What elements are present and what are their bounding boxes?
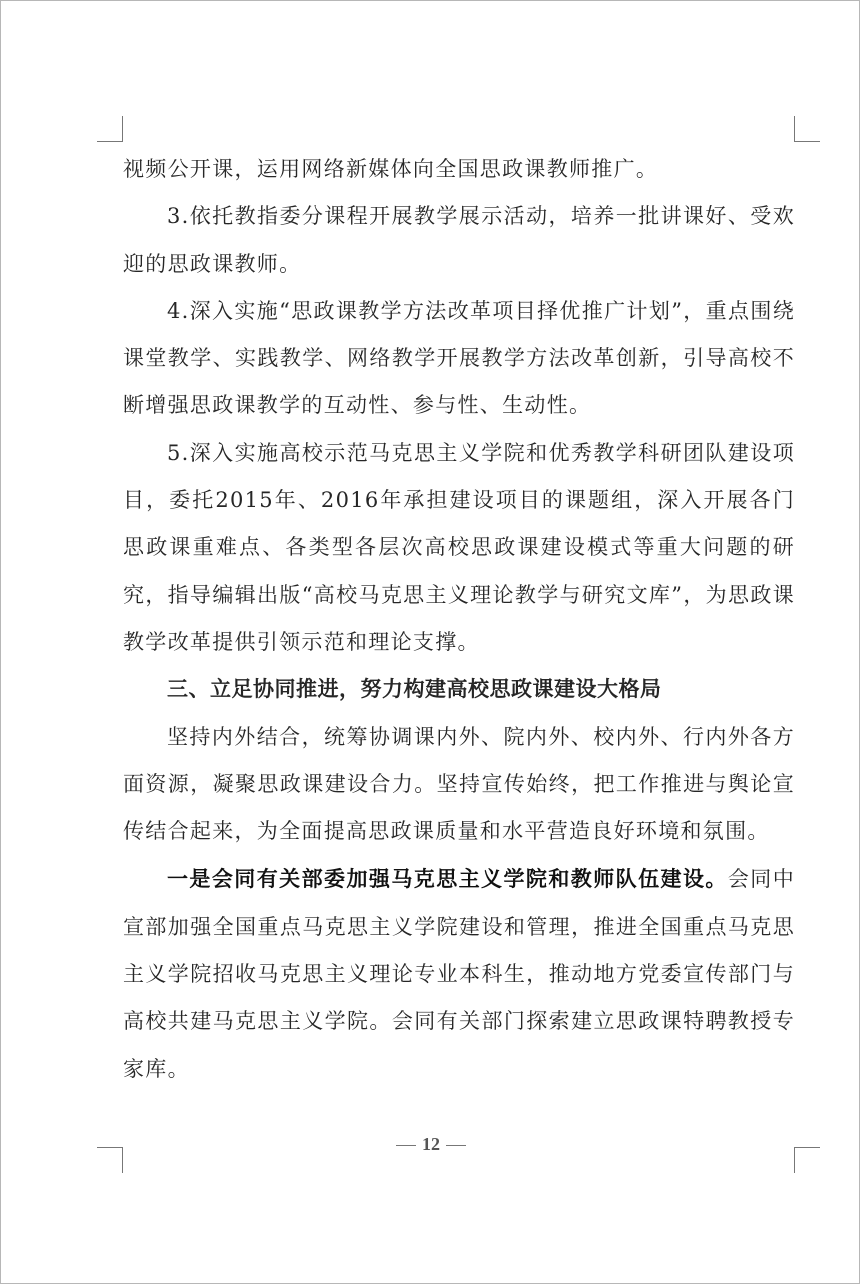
paragraph-item-4: 4.深入实施“思政课教学方法改革项目择优推广计划”，重点围绕课堂教学、实践教学、网络教学开展教学方法改革创新，引导高校不断增强思政课教学的互动性、参与性、生动性。 <box>123 298 795 418</box>
paragraph-item-5: 5.深入实施高校示范马克思主义学院和优秀教学科研团队建设项目，委托2015年、2016年承担建设项目的课题组，深入开展各门思政课重难点、各类型各层次高校思政课建设模式等重大问题的研究，指导编辑出版“高校马克思主义理论教学与研究文库”，为思政课教学改革提供引领示范和理论支撑。 <box>123 440 795 654</box>
paragraph-section-3-item-1 <box>123 855 795 1092</box>
paragraph-body: 会同中宣部加强全国重点马克思主义学院建设和管理，推进全国重点马克思主义学院招收马克思主义理论专业本科生，推动地方党委宣传部门与高校共建马克思主义学院。会同有关部门探索建立思政课特聘教授专家库。 <box>123 867 795 1081</box>
crop-mark-top-right <box>794 116 820 142</box>
document-body <box>123 146 795 1093</box>
section-heading-3: 三、立足协同推进，努力构建高校思政课建设大格局 <box>167 677 662 702</box>
paragraph-section-3-intro: 坚持内外结合，统筹协调课内外、院内外、校内外、行内外各方面资源，凝聚思政课建设合力。坚持宣传始终，把工作推进与舆论宣传结合起来，为全面提高思政课质量和水平营造良好环境和氛围。 <box>123 724 795 844</box>
paragraph-item-3: 3.依托教指委分课程开展教学展示活动，培养一批讲课好、受欢迎的思政课教师。 <box>123 204 795 276</box>
footer-dash-left <box>396 1145 416 1146</box>
page-footer <box>1 1134 861 1155</box>
paragraph-lead-bold: 一是会同有关部委加强马克思主义学院和教师队伍建设。 <box>167 866 728 892</box>
page-number: 12 <box>422 1134 440 1154</box>
crop-mark-top-left <box>97 116 123 142</box>
paragraph-continuation: 视频公开课，运用网络新媒体向全国思政课教师推广。 <box>123 157 659 181</box>
footer-dash-right <box>446 1145 466 1146</box>
